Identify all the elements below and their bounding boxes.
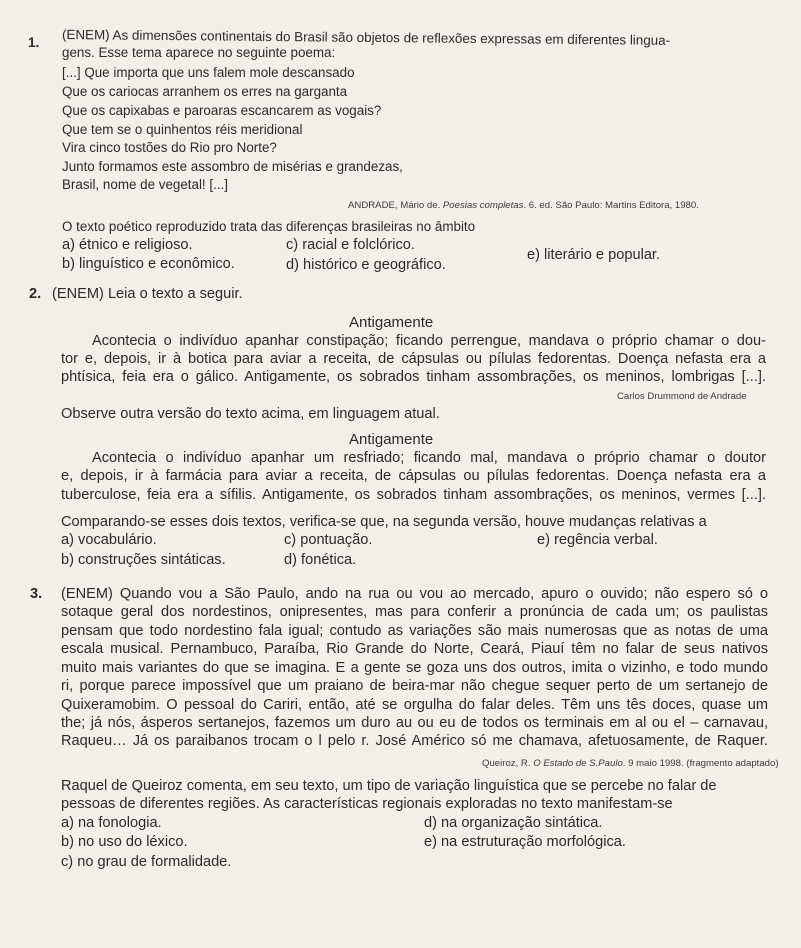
q1-poem-line-3: Que os capixabas e paroaras escancarem as vogais? xyxy=(62,103,382,118)
q1-intro-line-2: gens. Esse tema aparece no seguinte poema: xyxy=(62,45,336,60)
q3-text-line-6: ri, porque parece impossível que um praiano de beira-mar não chegue sequer perto de um sertanejo de xyxy=(61,678,768,694)
q1-option-e[interactable]: e) literário e popular. xyxy=(527,247,661,263)
q1-option-c[interactable]: c) racial e folclórico. xyxy=(286,237,415,253)
q2-option-b[interactable]: b) construções sintáticas. xyxy=(61,552,226,568)
q2-option-d[interactable]: d) fonética. xyxy=(284,552,357,568)
q2-text1-line-2: tor e, depois, ir à botica para aviar a receita, de cápsulas ou pílulas fedorentas. Doença nefasta era a xyxy=(61,351,766,367)
q3-text-line-1: (ENEM) Quando vou a São Paulo, ando na rua ou vou ao mercado, apuro o ouvido; não espero só o xyxy=(61,586,768,602)
q3-option-b[interactable]: b) no uso do léxico. xyxy=(61,834,188,850)
q3-text-line-5: muito mais variantes do que se imagina. E a gente se goza uns dos outros, imita o vizinho, e todo mundo xyxy=(61,660,768,676)
q3-question-line-1: Raquel de Queiroz comenta, em seu texto, um tipo de variação linguística que se percebe no falar de xyxy=(61,778,717,794)
q2-title-1: Antigamente xyxy=(349,314,434,331)
q2-question: Comparando-se esses dois textos, verifica-se que, na segunda versão, houve mudanças relativas a xyxy=(61,514,707,530)
q3-option-a[interactable]: a) na fonologia. xyxy=(61,815,162,831)
q1-question: O texto poético reproduzido trata das diferenças brasileiras no âmbito xyxy=(62,219,476,234)
q2-option-a[interactable]: a) vocabulário. xyxy=(61,532,157,548)
q1-poem-line-2: Que os cariocas arranhem os erres na garganta xyxy=(62,84,348,99)
q1-option-d[interactable]: d) histórico e geográfico. xyxy=(286,257,446,273)
q3-option-e[interactable]: e) na estruturação morfológica. xyxy=(424,834,626,850)
q1-poem-line-1: [...] Que importa que uns falem mole descansado xyxy=(62,65,355,80)
q2-source: Carlos Drummond de Andrade xyxy=(617,391,747,402)
q3-question-line-2: pessoas de diferentes regiões. As características regionais exploradas no texto manifestam-se xyxy=(61,796,673,812)
q2-prompt: Observe outra versão do texto acima, em linguagem atual. xyxy=(61,406,440,422)
q1-poem-line-7: Brasil, nome de vegetal! [...] xyxy=(62,177,228,192)
q1-option-a[interactable]: a) étnico e religioso. xyxy=(62,237,193,253)
q2-intro: (ENEM) Leia o texto a seguir. xyxy=(52,286,243,302)
q1-poem-line-5: Vira cinco tostões do Rio pro Norte? xyxy=(62,140,277,155)
q2-text2-line-1: Acontecia o indivíduo apanhar um resfriado; ficando mal, mandava o próprio chamar o doutor xyxy=(92,450,766,466)
q2-text2-line-2: e, depois, ir à farmácia para aviar a receita, de cápsulas ou pílulas fedorentas. Doença nefasta era a xyxy=(61,468,766,484)
q2-option-e[interactable]: e) regência verbal. xyxy=(537,532,658,548)
q3-text-line-2: sotaque geral dos nordestinos, onipresentes, mas para conferir a pronúncia de cada um; os paulistas xyxy=(61,604,768,620)
q2-title-2: Antigamente xyxy=(349,431,434,448)
q3-text-line-4: escala musical. Pernambuco, Paraíba, Rio Grande do Norte, Ceará, Piauí têm no falar de seus nativos xyxy=(61,641,768,657)
q1-source: ANDRADE, Mário de. Poesias completas. 6. ed. São Paulo: Martins Editora, 1980. xyxy=(348,200,699,211)
q3-source: Queiroz, R. O Estado de S.Paulo. 9 maio 1998. (fragmento adaptado) xyxy=(482,758,779,769)
q3-text-line-9: Raqueu… Já os paraibanos trocam o l pelo r. José Américo só me chamava, afetuosamente, de Raquer. xyxy=(61,733,768,749)
q3-text-line-7: Quixeramobim. O pessoal do Cariri, então, até se orgulha do falar deles. Têm uns tês doces, quase um xyxy=(61,697,768,713)
q3-option-d[interactable]: d) na organização sintática. xyxy=(424,815,603,831)
q3-text-line-8: the; já nós, ásperos sertanejos, fazemos um duro au ou eu de todos os terminais em al ou el – carnavau, xyxy=(61,715,768,731)
q3-number: 3. xyxy=(30,586,43,602)
q2-number: 2. xyxy=(29,286,42,302)
q3-text-line-3: pensam que todo nordestino fala igual; contudo as variações são mais numerosas que as notas de uma xyxy=(61,623,768,639)
q1-option-b[interactable]: b) linguístico e econômico. xyxy=(62,256,235,272)
q3-option-c[interactable]: c) no grau de formalidade. xyxy=(61,854,232,870)
q1-poem-line-6: Junto formamos este assombro de misérias e grandezas, xyxy=(62,159,403,174)
q2-option-c[interactable]: c) pontuação. xyxy=(284,532,373,548)
q2-text1-line-1: Acontecia o indivíduo apanhar constipação; ficando perrengue, mandava o próprio chamar o dou- xyxy=(92,333,766,349)
q2-text2-line-3: tuberculose, feia era a sífilis. Antigamente, os sobrados tinham assombrações, os meninos, vermes [...]. xyxy=(61,487,766,503)
q1-number: 1. xyxy=(28,35,40,50)
q1-poem-line-4: Que tem se o quinhentos réis meridional xyxy=(62,122,303,137)
q1-intro-line-1: (ENEM) As dimensões continentais do Brasil são objetos de reflexões expressas em diferentes lingua- xyxy=(61,27,671,48)
q2-text1-line-3: phtísica, feia era o gálico. Antigamente, os sobrados tinham assombrações, os meninos, lombrigas [...]. xyxy=(61,369,766,385)
